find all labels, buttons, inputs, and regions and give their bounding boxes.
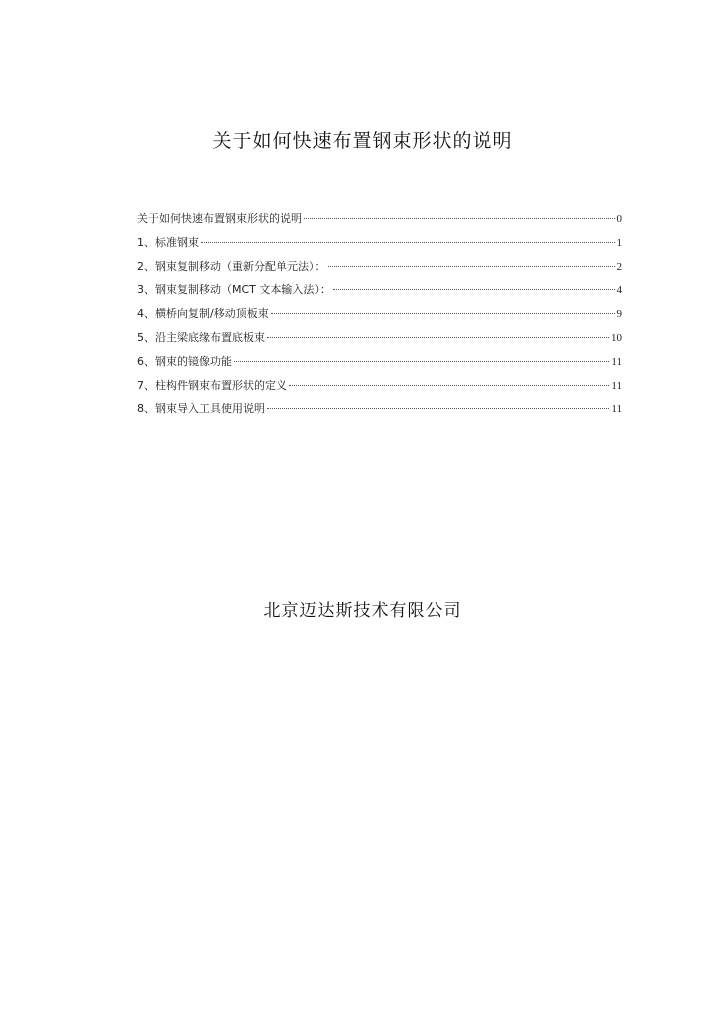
toc-entry-7[interactable]: [137, 378, 622, 402]
toc-entry-text: 6、钢束的镜像功能: [137, 354, 232, 368]
toc-leader-dots: [271, 313, 615, 314]
toc-entry-text: 关于如何快速布置钢束形状的说明: [137, 212, 302, 225]
toc-entry-page: 11: [611, 379, 622, 392]
toc-leader-dots: [289, 385, 609, 386]
toc-leader-dots: [333, 289, 615, 290]
toc-entry-2[interactable]: [137, 259, 622, 283]
toc-leader-dots: [234, 361, 609, 362]
toc-entry-text: 7、柱构件钢束布置形状的定义: [137, 378, 287, 392]
toc-entry-page: 10: [611, 331, 622, 344]
toc-entry-page: 2: [616, 260, 622, 273]
toc-entry-3[interactable]: [137, 282, 622, 306]
table-of-contents: [137, 211, 622, 425]
toc-entry-page: 0: [616, 213, 622, 225]
toc-entry-0[interactable]: [137, 211, 622, 235]
toc-entry-1[interactable]: [137, 235, 622, 259]
toc-leader-dots: [267, 337, 609, 338]
toc-entry-page: 11: [611, 355, 622, 368]
company-name: 北京迈达斯技术有限公司: [263, 601, 462, 621]
toc-leader-dots: [304, 218, 615, 219]
toc-leader-dots: [328, 266, 615, 267]
toc-entry-text: 5、沿主梁底缘布置底板束: [137, 330, 265, 344]
toc-entry-6[interactable]: [137, 354, 622, 378]
toc-entry-page: 4: [616, 284, 622, 297]
document-title: 关于如何快速布置钢束形状的说明: [212, 130, 513, 152]
toc-leader-dots: [201, 242, 615, 243]
toc-entry-4[interactable]: [137, 306, 622, 330]
toc-entry-text: 8、钢束导入工具使用说明: [137, 402, 265, 416]
toc-entry-page: 11: [611, 403, 622, 416]
toc-entry-page: 1: [616, 236, 622, 249]
toc-entry-text: 3、钢束复制移动（MCT 文本输入法）：: [137, 283, 331, 297]
toc-entry-5[interactable]: [137, 330, 622, 354]
toc-entry-text: 4、横桥向复制/移动顶板束: [137, 307, 269, 321]
toc-entry-text: 1、标准钢束: [137, 235, 199, 249]
toc-entry-8[interactable]: [137, 401, 622, 425]
toc-entry-text: 2、钢束复制移动（重新分配单元法）：: [137, 259, 326, 273]
toc-entry-page: 9: [616, 308, 622, 321]
toc-leader-dots: [267, 408, 609, 409]
